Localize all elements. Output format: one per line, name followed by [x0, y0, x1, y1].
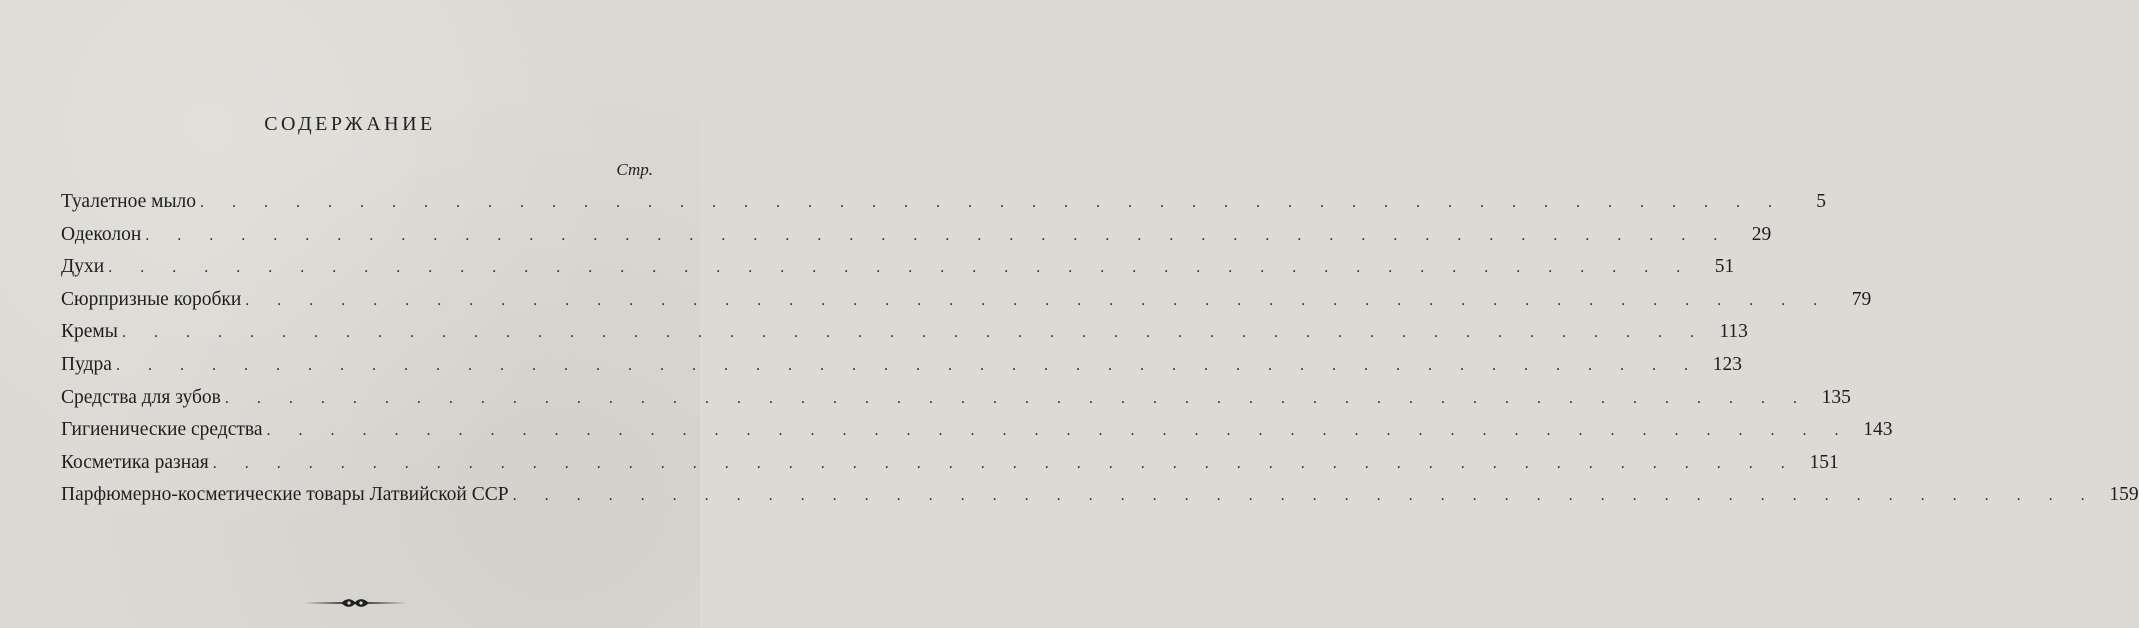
toc-entry-title: Гигиенические средства — [61, 419, 263, 441]
toc-leader-dots: . . . . . . . . . . . . . . . . . . . . . . . . . . . . . . . . . . . . . . . . . . . . . . . . . . — [512, 487, 2097, 505]
toc-entry-page: 159 — [2109, 484, 2139, 506]
toc-leader-dots: . . . . . . . . . . . . . . . . . . . . . . . . . . . . . . . . . . . . . . . . . . . . . . . . . . — [212, 454, 1797, 472]
toc-entry-title: Духи — [61, 256, 105, 278]
toc-leader-dots: . . . . . . . . . . . . . . . . . . . . . . . . . . . . . . . . . . . . . . . . . . . . . . . . . . — [108, 259, 1693, 277]
toc-entry-page: 135 — [1821, 386, 1851, 408]
toc-entry — [61, 382, 1851, 415]
toc-entry-page: 151 — [1809, 451, 1839, 473]
toc-entry — [61, 316, 1748, 349]
toc-entry-title: Одеколон — [61, 223, 142, 245]
toc-entry-page: 5 — [1816, 191, 1827, 212]
toc-entry-page: 79 — [1851, 288, 1872, 310]
toc-entry — [61, 479, 2139, 512]
toc-entry-page: 123 — [1712, 353, 1742, 375]
toc-entry-title: Туалетное мыло — [61, 191, 197, 212]
decorative-ornament-icon — [300, 594, 410, 612]
toc-entry — [61, 186, 1827, 219]
toc-entry-title: Косметика разная — [61, 451, 209, 473]
toc-leader-dots: . . . . . . . . . . . . . . . . . . . . . . . . . . . . . . . . . . . . . . . . . . . . . . . . . . — [200, 194, 1785, 211]
toc-entry-page: 29 — [1751, 223, 1772, 245]
toc-leader-dots: . . . . . . . . . . . . . . . . . . . . . . . . . . . . . . . . . . . . . . . . . . . . . . . . . . — [245, 291, 1830, 309]
page-title: СОДЕРЖАНИЕ — [264, 113, 436, 135]
toc-entry-title: Сюрпризные коробки — [61, 288, 242, 310]
toc-entry — [61, 284, 1872, 317]
toc-entry — [61, 349, 1742, 382]
toc-entry — [61, 447, 1839, 480]
toc-entry-title: Пудра — [61, 353, 112, 375]
toc-entry — [61, 219, 1772, 252]
toc-leader-dots: . . . . . . . . . . . . . . . . . . . . . . . . . . . . . . . . . . . . . . . . . . . . . . . . . . — [266, 422, 1851, 440]
toc-entry-page: 113 — [1719, 321, 1748, 343]
toc-entry-title: Кремы — [61, 321, 118, 343]
toc-entry-title: Парфюмерно-косметические товары Латвийской ССР — [61, 484, 509, 506]
toc-entry — [61, 414, 1893, 447]
page-column-header: Стр. — [616, 160, 653, 179]
toc-leader-dots: . . . . . . . . . . . . . . . . . . . . . . . . . . . . . . . . . . . . . . . . . . . . . . . . . . — [121, 324, 1706, 342]
toc-leader-dots: . . . . . . . . . . . . . . . . . . . . . . . . . . . . . . . . . . . . . . . . . . . . . . . . . . — [115, 356, 1700, 374]
toc-entry-page: 51 — [1714, 256, 1735, 278]
toc-entry-title: Средства для зубов — [61, 386, 221, 408]
table-of-contents — [61, 186, 2139, 512]
toc-leader-dots: . . . . . . . . . . . . . . . . . . . . . . . . . . . . . . . . . . . . . . . . . . . . . . . . . . — [224, 389, 1809, 407]
toc-entry-page: 143 — [1863, 419, 1893, 441]
toc-entry — [61, 251, 1735, 284]
toc-leader-dots: . . . . . . . . . . . . . . . . . . . . . . . . . . . . . . . . . . . . . . . . . . . . . . . . . . — [145, 226, 1730, 244]
